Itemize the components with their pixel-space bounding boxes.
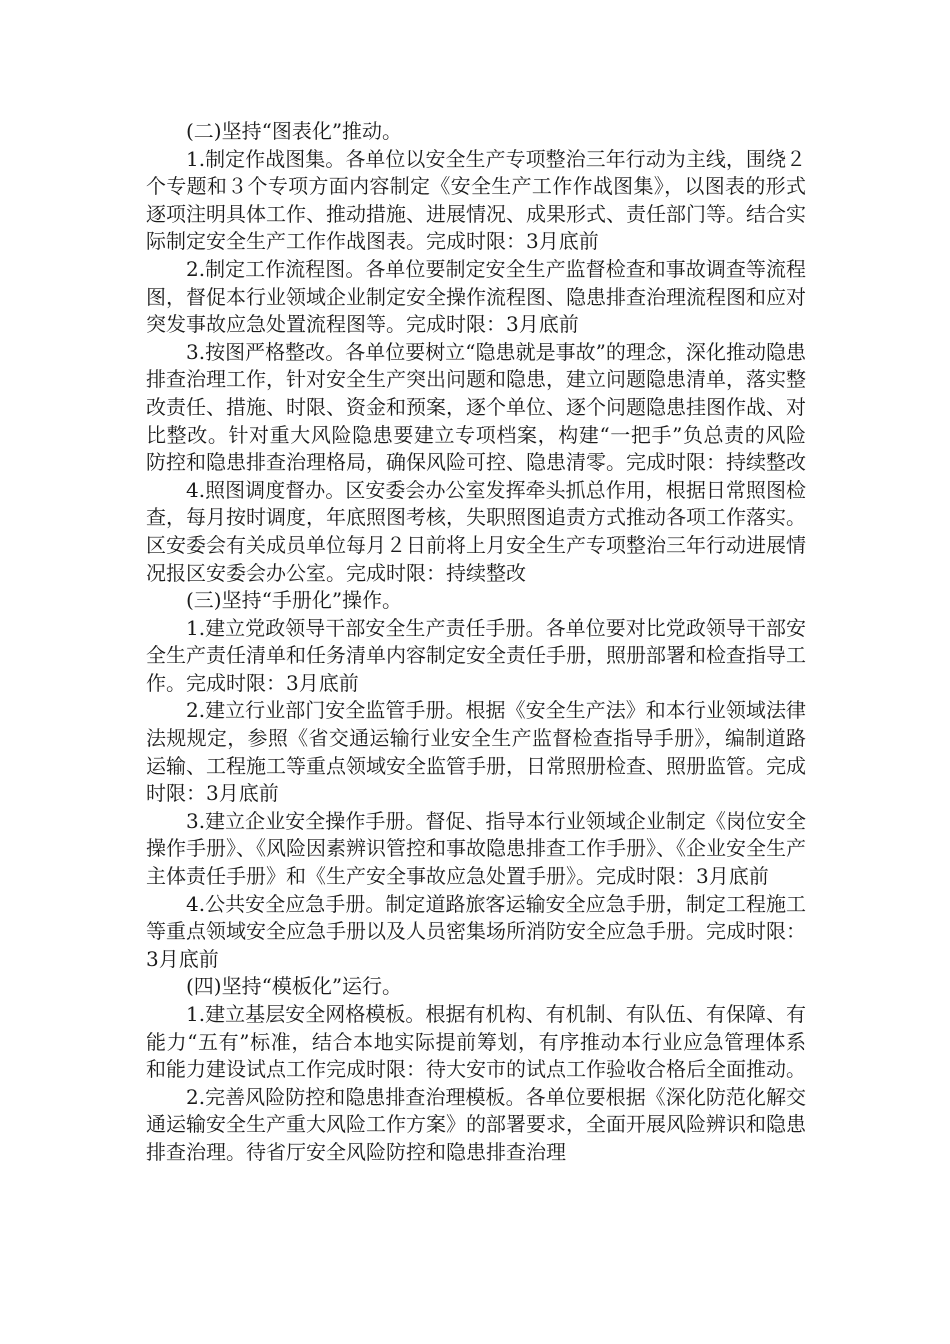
paragraph-grid-template: 1.建立基层安全网格模板。根据有机构、有机制、有队伍、有保障、有能力“五有”标准，结合本地实际提前筹划，有序推动本行业应急管理体系和能力建设试点工作完成时限：待大安市的试点工作验收合格后全面推动。	[146, 1002, 806, 1082]
paragraph-supervision: 4.照图调度督办。区安委会办公室发挥牵头抓总作用，根据日常照图检查，每月按时调度，年底照图考核，失职照图追责方式推动各项工作落实。区安委会有关成员单位每月２日前将上月安全生产专项整治三年行动进展情况报区安委会办公室。完成时限：持续整改	[146, 477, 806, 585]
paragraph-workflow-chart: 2.制定工作流程图。各单位要制定安全生产监督检查和事故调查等流程图，督促本行业领域企业制定安全操作流程图、隐患排查治理流程图和应对突发事故应急处置流程图等。完成时限：3月底前	[146, 256, 806, 337]
paragraph-rectification: 3.按图严格整改。各单位要树立“隐患就是事故”的理念，深化推动隐患排查治理工作，针对安全生产突出问题和隐患，建立问题隐患清单，落实整改责任、措施、时限、资金和预案，逐个单位、逐个问题隐患挂图作战、对比整改。针对重大风险隐患要建立专项档案，构建“一把手”负总责的风险防控和隐患排查治理格局，确保风险可控、隐患清零。完成时限：持续整改	[146, 339, 806, 475]
section-heading-manuals: (三)坚持“手册化”操作。	[186, 588, 403, 613]
document-body	[146, 118, 806, 1167]
paragraph-battle-atlas: 1.制定作战图集。各单位以安全生产专项整治三年行动为主线，围绕２个专题和３个专项方面内容制定《安全生产工作作战图集》，以图表的形式逐项注明具体工作、推动措施、进展情况、成果形式、责任部门等。结合实际制定安全生产工作作战图表。完成时限：3月底前	[146, 146, 806, 254]
paragraph-enterprise-manual: 3.建立企业安全操作手册。督促、指导本行业领域企业制定《岗位安全操作手册》、《风险因素辨识管控和事故隐患排查工作手册》、《企业安全生产主体责任手册》和《生产安全事故应急处置手册》。完成时限：3月底前	[146, 808, 806, 889]
section-heading-templates: (四)坚持“模板化”运行。	[186, 974, 403, 999]
paragraph-regulatory-manual: 2.建立行业部门安全监管手册。根据《安全生产法》和本行业领域法律法规规定，参照《省交通运输行业安全生产监督检查指导手册》，编制道路运输、工程施工等重点领域安全监管手册，日常照册检查、照册监管。完成时限：3月底前	[146, 698, 806, 806]
paragraph-leader-manual: 1.建立党政领导干部安全生产责任手册。各单位要对比党政领导干部安全生产责任清单和任务清单内容制定安全责任手册，照册部署和检查指导工作。完成时限：3月底前	[146, 615, 806, 695]
section-heading-charts: (二)坚持“图表化”推动。	[186, 119, 403, 143]
paragraph-risk-template: 2.完善风险防控和隐患排查治理模板。各单位要根据《深化防范化解交通运输安全生产重大风险工作方案》的部署要求，全面开展风险辨识和隐患排查治理。待省厅安全风险防控和隐患排查治理	[146, 1084, 806, 1164]
paragraph-emergency-manual: 4.公共安全应急手册。制定道路旅客运输安全应急手册，制定工程施工等重点领域安全应急手册以及人员密集场所消防安全应急手册。完成时限：3月底前	[146, 891, 806, 971]
